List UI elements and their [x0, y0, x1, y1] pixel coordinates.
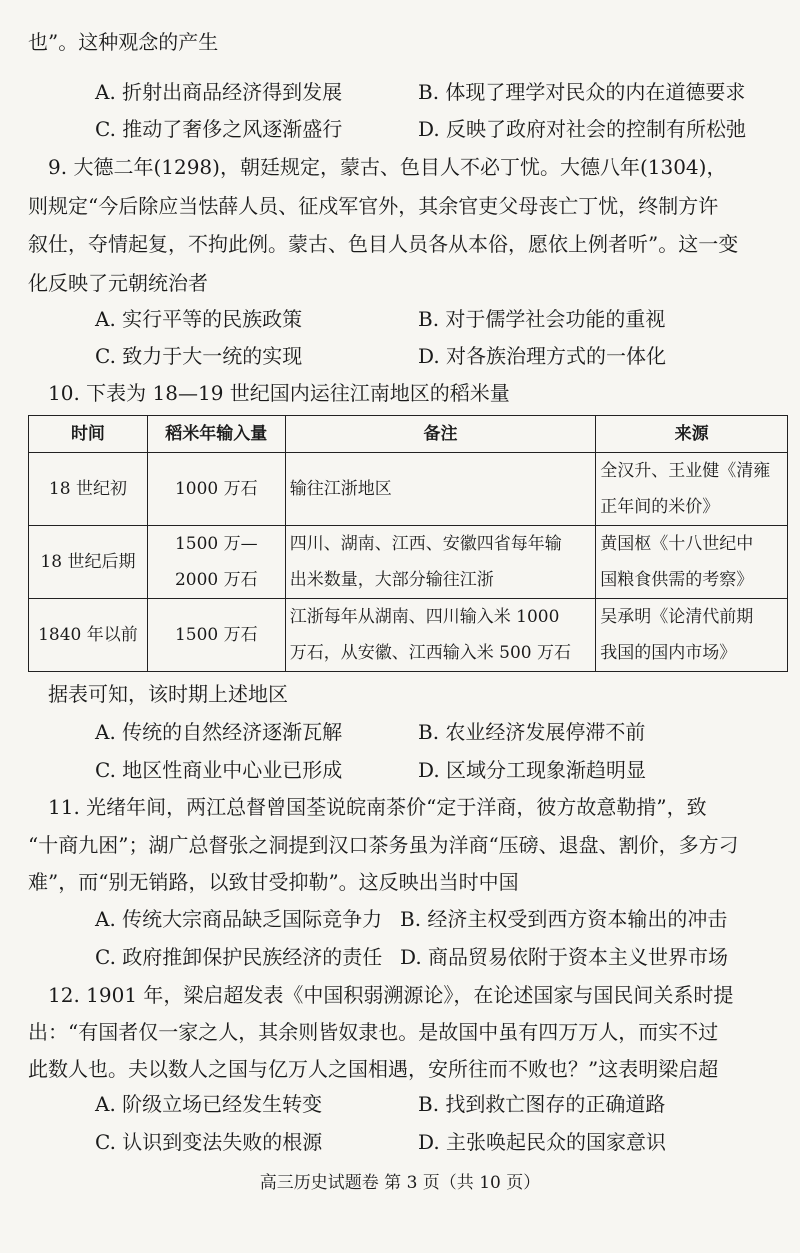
page-footer: 高三历史试题卷 第 3 页（共 10 页）: [259, 1173, 541, 1193]
q11-option-b: B. 经济主权受到西方资本输出的冲击: [400, 907, 728, 931]
cell-text: 1500 万—: [174, 534, 258, 554]
q12-option-c: C. 认识到变法失败的根源: [95, 1130, 323, 1154]
q8-option-d: D. 反映了政府对社会的控制有所松弛: [418, 117, 747, 141]
q8-stem: 也”。这种观念的产生: [28, 30, 219, 54]
cell-source: [596, 453, 788, 526]
cell-text: 1500 万石: [174, 625, 258, 645]
cell-text: 我国的国内市场》: [600, 643, 737, 663]
cell-text: 万石，从安徽、江西输入米 500 万石: [289, 643, 571, 663]
cell-source: [596, 599, 788, 672]
q11-stem-line: “十商九困”；湖广总督张之洞提到汉口茶务虽为洋商“压磅、退盘、割价，多方刁: [28, 833, 739, 857]
q10-option-a: A. 传统的自然经济逐渐瓦解: [95, 720, 343, 744]
cell-text: 输往江浙地区: [289, 479, 392, 499]
table-row: [29, 453, 788, 526]
q11-stem-line: 难”，而“别无销路，以致甘受抑勒”。这反映出当时中国: [28, 870, 519, 894]
cell-text: 吴承明《论清代前期: [600, 607, 754, 627]
cell-note: [285, 453, 596, 526]
q10-question: 据表可知，该时期上述地区: [48, 682, 288, 706]
cell-text: 出米数量，大部分输往江浙: [289, 570, 494, 590]
header-source: 来源: [596, 416, 788, 453]
cell-text: 1000 万石: [174, 479, 258, 499]
q9-option-c: C. 致力于大一统的实现: [95, 344, 303, 368]
q12-option-b: B. 找到救亡图存的正确道路: [418, 1092, 666, 1116]
q8-option-c: C. 推动了奢侈之风逐渐盛行: [95, 117, 343, 141]
header-amount: 稻米年输入量: [147, 416, 285, 453]
cell-amount: [147, 526, 285, 599]
q8-option-a: A. 折射出商品经济得到发展: [95, 80, 343, 104]
cell-time: 18 世纪初: [29, 453, 148, 526]
q12-option-a: A. 阶级立场已经发生转变: [95, 1092, 323, 1116]
q9-stem-line: 则规定“今后除应当怯薛人员、征戍军官外，其余官吏父母丧亡丁忧，终制方许: [28, 194, 719, 218]
cell-text: 国粮食供需的考察》: [600, 570, 754, 590]
q12-stem-line: 此数人也。夫以数人之国与亿万人之国相遇，安所往而不败也？”这表明梁启超: [28, 1057, 719, 1081]
cell-text: 四川、湖南、江西、安徽四省每年输: [289, 534, 562, 554]
table-header-row: [29, 416, 788, 453]
cell-note: [285, 526, 596, 599]
cell-time: 1840 年以前: [29, 599, 148, 672]
q10-option-d: D. 区域分工现象渐趋明显: [418, 758, 647, 782]
q12-option-d: D. 主张唤起民众的国家意识: [418, 1130, 667, 1154]
cell-time: 18 世纪后期: [29, 526, 148, 599]
q10-option-c: C. 地区性商业中心业已形成: [95, 758, 343, 782]
q9-option-b: B. 对于儒学社会功能的重视: [418, 307, 666, 331]
cell-source: [596, 526, 788, 599]
rice-import-table: [28, 415, 788, 672]
q10-option-b: B. 农业经济发展停滞不前: [418, 720, 646, 744]
q9-option-a: A. 实行平等的民族政策: [95, 307, 303, 331]
table-row: [29, 599, 788, 672]
q11-option-c: C. 政府推卸保护民族经济的责任: [95, 945, 383, 969]
q11-option-d: D. 商品贸易依附于资本主义世界市场: [400, 945, 729, 969]
cell-text: 江浙每年从湖南、四川输入米 1000: [289, 607, 560, 627]
q12-stem-line: 出：“有国者仅一家之人，其余则皆奴隶也。是故国中虽有四万万人，而实不过: [28, 1020, 719, 1044]
q9-stem-line: 化反映了元朝统治者: [28, 271, 208, 295]
q11-stem-line: 11. 光绪年间，两江总督曾国荃说皖南茶价“定于洋商，彼方故意勒掯”，致: [48, 795, 707, 819]
cell-text: 全汉升、王业健《清雍: [600, 461, 771, 481]
q9-stem-line: 9. 大德二年(1298)，朝廷规定，蒙古、色目人不必丁忧。大德八年(1304)，: [48, 155, 727, 179]
header-time: 时间: [29, 416, 148, 453]
cell-text: 正年间的米价》: [600, 497, 720, 517]
cell-amount: [147, 453, 285, 526]
header-note: 备注: [285, 416, 596, 453]
cell-note: [285, 599, 596, 672]
cell-text: 黄国枢《十八世纪中: [600, 534, 754, 554]
q10-title: 10. 下表为 18—19 世纪国内运往江南地区的稻米量: [48, 381, 510, 405]
table-row: [29, 526, 788, 599]
q11-option-a: A. 传统大宗商品缺乏国际竞争力: [95, 907, 383, 931]
q8-option-b: B. 体现了理学对民众的内在道德要求: [418, 80, 746, 104]
cell-amount: [147, 599, 285, 672]
cell-text: 2000 万石: [174, 570, 258, 590]
q9-option-d: D. 对各族治理方式的一体化: [418, 344, 667, 368]
q12-stem-line: 12. 1901 年，梁启超发表《中国积弱溯源论》，在论述国家与国民间关系时提: [48, 983, 734, 1007]
q9-stem-line: 叙仕，夺情起复，不拘此例。蒙古、色目人员各从本俗，愿依上例者听”。这一变: [28, 232, 739, 256]
